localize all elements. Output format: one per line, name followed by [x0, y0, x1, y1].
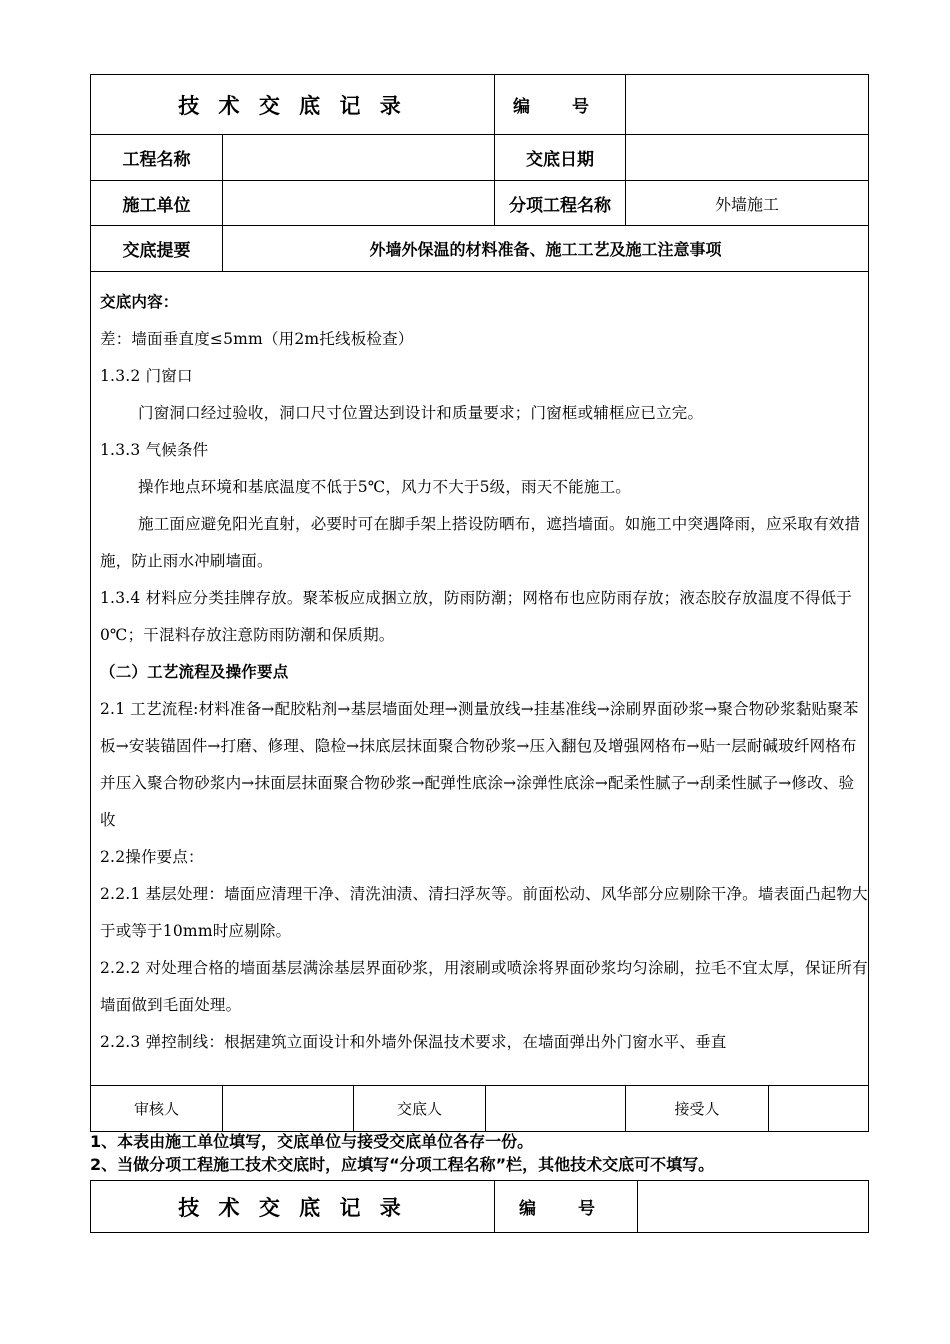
unit-value[interactable]: [223, 181, 495, 226]
content-line: 2.2.3 弹控制线：根据建筑立面设计和外墙外保温技术要求，在墙面弹出外门窗水平、垂直: [100, 1033, 727, 1051]
number-label: 编 号: [495, 75, 626, 135]
reviewer-value[interactable]: [223, 1086, 354, 1132]
next-page-header: [90, 1180, 869, 1233]
content-line: 门窗洞口经过验收，洞口尺寸位置达到设计和质量要求；门窗框或辅框应已立完。: [138, 404, 704, 422]
content-line: 差：墙面垂直度≤5mm（用2m托线板检查）: [100, 330, 414, 348]
number-value[interactable]: [626, 75, 869, 135]
content-line: 施工面应避免阳光直射，必要时可在脚手架上搭设防晒布，遮挡墙面。如施工中突遇降雨，应采取有效措施，防止雨水冲刷墙面。: [100, 515, 861, 570]
note-item: 2、当做分项工程施工技术交底时，应填写“分项工程名称”栏，其他技术交底可不填写。: [90, 1155, 715, 1174]
date-label: 交底日期: [495, 135, 626, 181]
receiver-label: 接受人: [626, 1086, 769, 1132]
section-heading: （二）工艺流程及操作要点: [100, 663, 289, 681]
project-name-label: 工程名称: [91, 135, 223, 181]
project-name-value[interactable]: [223, 135, 495, 181]
note-item: 1、本表由施工单位填写，交底单位与接受交底单位各存一份。: [90, 1132, 534, 1151]
unit-label: 施工单位: [91, 181, 223, 226]
content-cell: [91, 272, 869, 1086]
content-line: 2.2.2 对处理合格的墙面基层满涂基层界面砂浆，用滚刷或喷涂将界面砂浆均匀涂刷，拉毛不宜太厚，保证所有墙面做到毛面处理。: [100, 959, 868, 1014]
form-notes: [90, 1130, 714, 1176]
date-value[interactable]: [626, 135, 869, 181]
content-line: 1.3.4 材料应分类挂牌存放。聚苯板应成捆立放，防雨防潮；网格布也应防雨存放；液态胶存放温度不得低于0℃；干混料存放注意防雨防潮和保质期。: [100, 589, 853, 644]
presenter-label: 交底人: [354, 1086, 486, 1132]
summary-value: 外墙外保温的材料准备、施工工艺及施工注意事项: [223, 226, 869, 272]
content-line: 操作地点环境和基底温度不低于5℃，风力不大于5级，雨天不能施工。: [138, 478, 631, 496]
presenter-value[interactable]: [486, 1086, 626, 1132]
content-line: 2.2操作要点：: [100, 848, 204, 866]
next-record-title: 技 术 交 底 记 录: [91, 1181, 495, 1233]
subproject-label: 分项工程名称: [495, 181, 626, 226]
content-line: 1.3.2 门窗口: [100, 367, 193, 385]
next-number-label: 编 号: [495, 1181, 638, 1233]
record-table: [90, 74, 869, 1132]
next-number-value[interactable]: [638, 1181, 869, 1233]
content-heading: 交底内容：: [100, 293, 179, 311]
summary-label: 交底提要: [91, 226, 223, 272]
record-title: 技 术 交 底 记 录: [91, 75, 495, 135]
content-line: 1.3.3 气候条件: [100, 441, 209, 459]
content-line: 2.2.1 基层处理：墙面应清理干净、清洗油渍、清扫浮灰等。前面松动、风华部分应剔除干净。墙表面凸起物大于或等于10mm时应剔除。: [100, 885, 868, 940]
receiver-value[interactable]: [769, 1086, 869, 1132]
content-line: 2.1 工艺流程:材料准备→配胶粘剂→基层墙面处理→测量放线→挂基准线→涂刷界面砂浆→聚合物砂浆黏贴聚苯板→安装锚固件→打磨、修理、隐检→抹底层抹面聚合物砂浆→压入翻包及增强网格布→贴一层耐碱玻纤网格布并压入聚合物砂浆内→抹面层抹面聚合物砂浆→配弹性底涂→涂弹性底涂→配柔性腻子→刮柔性腻子→修改、验收: [100, 700, 859, 829]
subproject-value[interactable]: 外墙施工: [626, 181, 869, 226]
reviewer-label: 审核人: [91, 1086, 223, 1132]
